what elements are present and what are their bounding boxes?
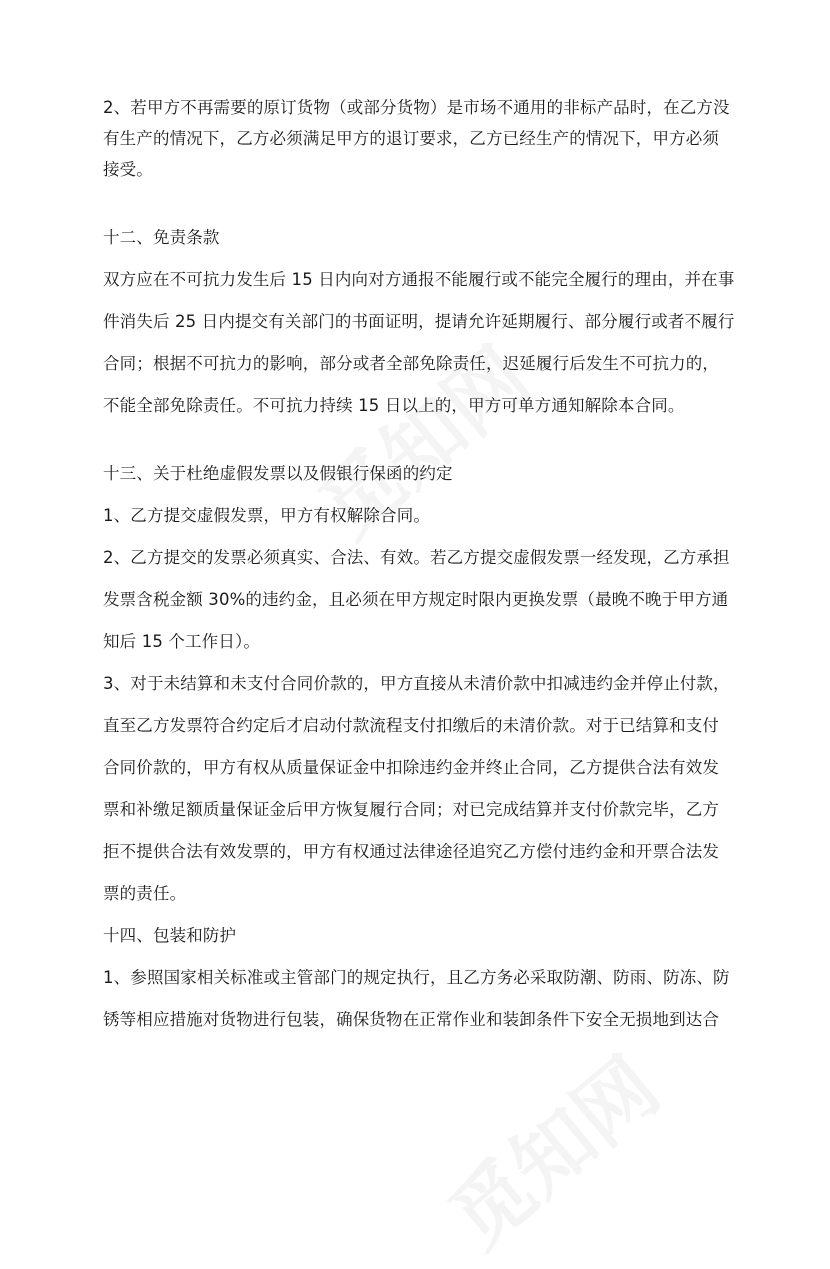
paragraph-line: 2、乙方提交的发票必须真实、合法、有效。若乙方提交虚假发票一经发现，乙方承担: [103, 548, 730, 567]
paragraph-line: 知后 15 个工作日）。: [103, 632, 261, 651]
watermark: [421, 1026, 679, 1268]
document-body: [103, 92, 735, 1035]
paragraph-line: 直至乙方发票符合约定后才启动付款流程支付扣缴后的未清价款。对于已结算和支付: [103, 716, 720, 735]
paragraph-line: 件消失后 25 日内提交有关部门的书面证明，提请允许延期履行、部分履行或者不履行: [103, 312, 735, 331]
section-heading: 十四、包装和防护: [103, 926, 237, 945]
paragraph-line: 票的责任。: [103, 884, 187, 903]
paragraph-line: 有生产的情况下，乙方必须满足甲方的退订要求，乙方已经生产的情况下，甲方必须: [103, 129, 720, 148]
paragraph-line: 1、乙方提交虚假发票，甲方有权解除合同。: [103, 506, 430, 525]
section-heading: 十三、关于杜绝虚假发票以及假银行保函的约定: [103, 464, 453, 483]
paragraph-line: 拒不提供合法有效发票的，甲方有权通过法律途径追究乙方偿付违约金和开票合法发: [103, 842, 720, 861]
paragraph-line: 发票含税金额 30%的违约金，且必须在甲方规定时限内更换发票（最晚不晚于甲方通: [103, 590, 729, 609]
section-heading: 十二、免责条款: [103, 228, 220, 247]
paragraph-line: 双方应在不可抗力发生后 15 日内向对方通报不能履行或不能完全履行的理由，并在事: [103, 270, 735, 289]
paragraph-line: 2、若甲方不再需要的原订货物（或部分货物）是市场不通用的非标产品时，在乙方没: [103, 98, 730, 117]
paragraph-line: 不能全部免除责任。不可抗力持续 15 日以上的，甲方可单方通知解除本合同。: [103, 396, 685, 415]
paragraph-line: 票和补缴足额质量保证金后甲方恢复履行合同；对已完成结算并支付价款完毕，乙方: [103, 800, 720, 819]
paragraph-line: 1、参照国家相关标准或主管部门的规定执行，且乙方务必采取防潮、防雨、防冻、防: [103, 968, 730, 987]
paragraph-line: 合同价款的，甲方有权从质量保证金中扣除违约金并终止合同，乙方提供合法有效发: [103, 758, 720, 777]
paragraph-line: 锈等相应措施对货物进行包装，确保货物在正常作业和装卸条件下安全无损地到达合: [103, 1010, 720, 1029]
paragraph-line: 3、对于未结算和未支付合同价款的，甲方直接从未清价款中扣减违约金并停止付款，: [103, 674, 730, 693]
paragraph-line: 接受。: [103, 160, 153, 179]
paragraph-line: 合同；根据不可抗力的影响，部分或者全部免除责任，迟延履行后发生不可抗力的，: [103, 354, 720, 373]
